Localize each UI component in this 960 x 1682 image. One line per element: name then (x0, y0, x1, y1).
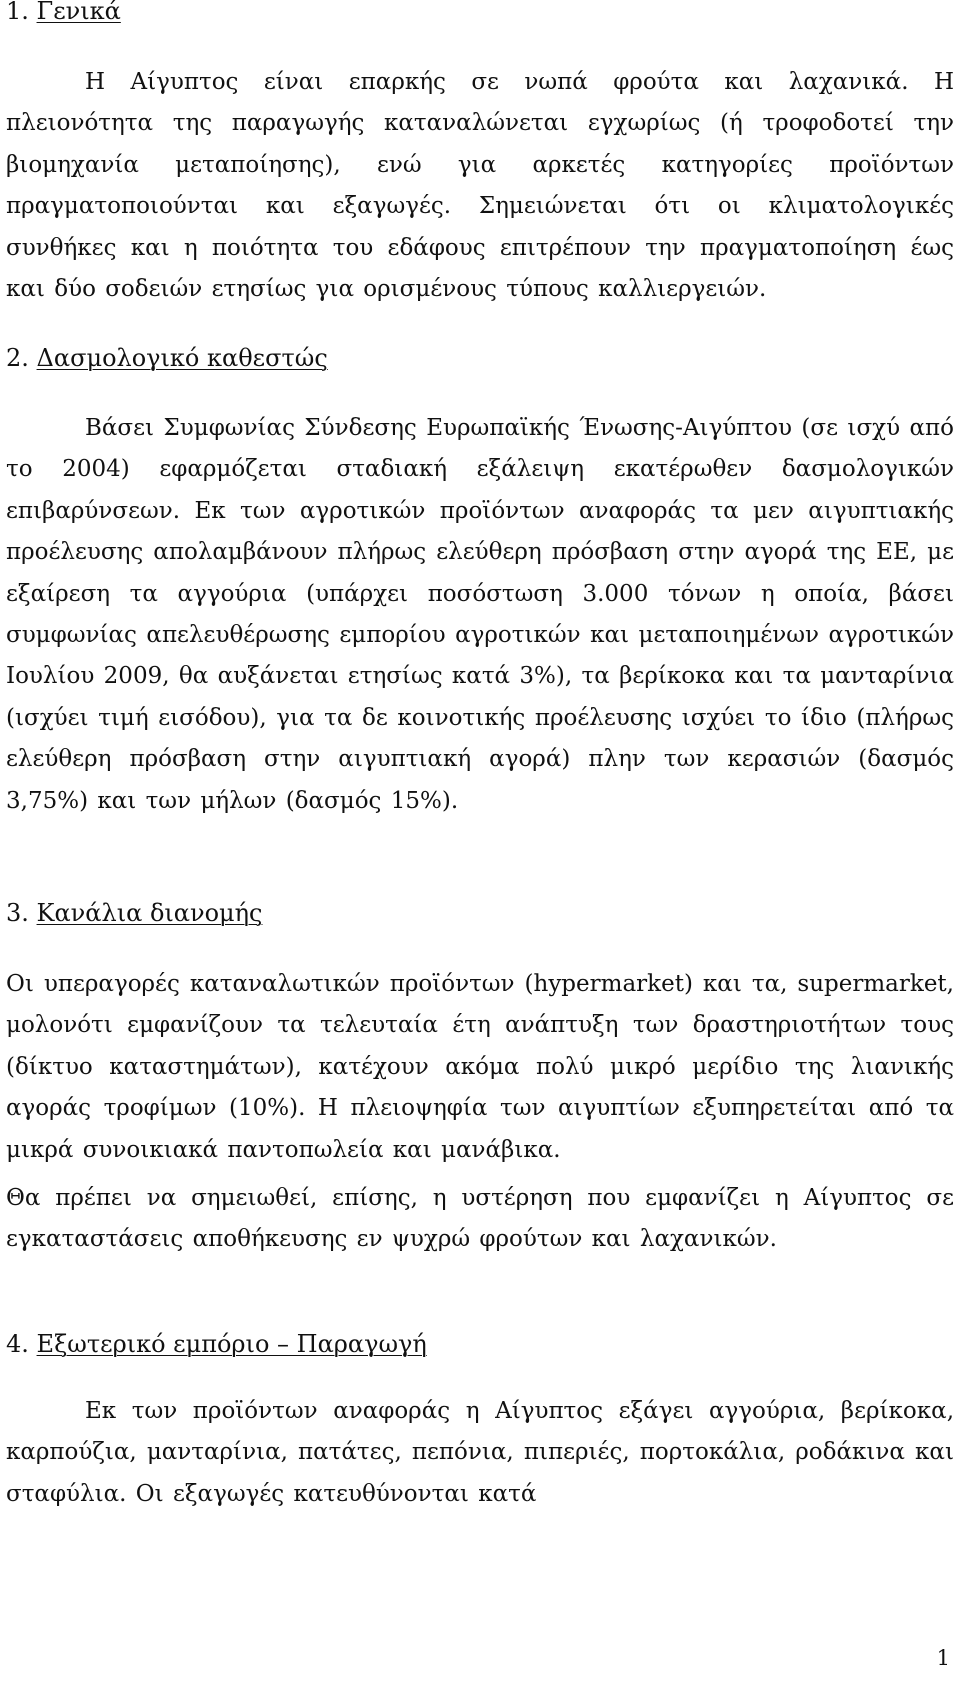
paragraph-distribution-1: Οι υπεραγορές καταναλωτικών προϊόντων (hypermarket) και τα, supermarket, μολονότι εμφανίζουν τα τελευταία έτη ανάπτυξη των δραστηριοτήτων τους (δίκτυο καταστημάτων), κατέχουν ακόμα πολύ μικρό μερίδιο της λιανικής αγοράς τροφίμων (10%). Η πλειοψηφία των αιγυπτίων εξυπηρετείται από τα μικρά συνοικιακά παντοπωλεία και μανάβικα. (6, 971, 954, 1163)
section-number: 2. (6, 344, 29, 372)
section-heading-general (6, 0, 121, 26)
section-heading-foreign-trade (6, 1329, 427, 1359)
section-title: Κανάλια διανομής (36, 899, 263, 927)
document-page (6, 0, 954, 1682)
section-heading-tariff-regime (6, 343, 328, 373)
paragraph-general: Η Αίγυπτος είναι επαρκής σε νωπά φρούτα και λαχανικά. Η πλειονότητα της παραγωγής καταναλώνεται εγχωρίως (ή τροφοδοτεί την βιομηχανία μεταποίησης), ενώ για αρκετές κατηγορίες προϊόντων πραγματοποιούνται και εξαγωγές. Σημειώνεται ότι οι κλιματολογικές συνθήκες και η ποιότητα του εδάφους επιτρέπουν την πραγματοποίηση έως και δύο σοδειών ετησίως για ορισμένους τύπους καλλιεργειών. (6, 69, 954, 303)
section-heading-distribution-channels (6, 898, 262, 928)
section-number: 3. (6, 899, 29, 927)
section-title: Δασμολογικό καθεστώς (36, 344, 328, 372)
section-title: Εξωτερικό εμπόριο – Παραγωγή (36, 1330, 427, 1358)
section-number: 4. (6, 1330, 29, 1358)
paragraph-tariff-regime: Βάσει Συμφωνίας Σύνδεσης Ευρωπαϊκής Ένωσης-Αιγύπτου (σε ισχύ από το 2004) εφαρμόζεται σταδιακή εξάλειψη εκατέρωθεν δασμολογικών επιβαρύνσεων. Εκ των αγροτικών προϊόντων αναφοράς τα μεν αιγυπτιακής προέλευσης απολαμβάνουν πλήρως ελεύθερη πρόσβαση στην αγορά της ΕΕ, με εξαίρεση τα αγγούρια (υπάρχει ποσόστωση 3.000 τόνων η οποία, βάσει συμφωνίας απελευθέρωσης εμπορίου αγροτικών και μεταποιημένων αγροτικών Ιουλίου 2009, θα αυξάνεται ετησίως κατά 3%), τα βερίκοκα και τα μανταρίνια (ισχύει τιμή εισόδου), για τα δε κοινοτικής προέλευσης ισχύει το ίδιο (πλήρως ελεύθερη πρόσβαση στην αιγυπτιακή αγορά) πλην των κερασιών (δασμός 3,75%) και των μήλων (δασμός 15%). (6, 415, 954, 814)
section-number: 1. (6, 0, 29, 25)
paragraph-distribution-2: Θα πρέπει να σημειωθεί, επίσης, η υστέρηση που εμφανίζει η Αίγυπτος σε εγκαταστάσεις αποθήκευσης εν ψυχρώ φρούτων και λαχανικών. (6, 1185, 954, 1253)
paragraph-foreign-trade: Εκ των προϊόντων αναφοράς η Αίγυπτος εξάγει αγγούρια, βερίκοκα, καρπούζια, μανταρίνια, πατάτες, πεπόνια, πιπεριές, πορτοκάλια, ροδάκινα και σταφύλια. Οι εξαγωγές κατευθύνονται κατά (6, 1398, 954, 1507)
page-number: 1 (936, 1646, 950, 1670)
section-title: Γενικά (36, 0, 121, 25)
